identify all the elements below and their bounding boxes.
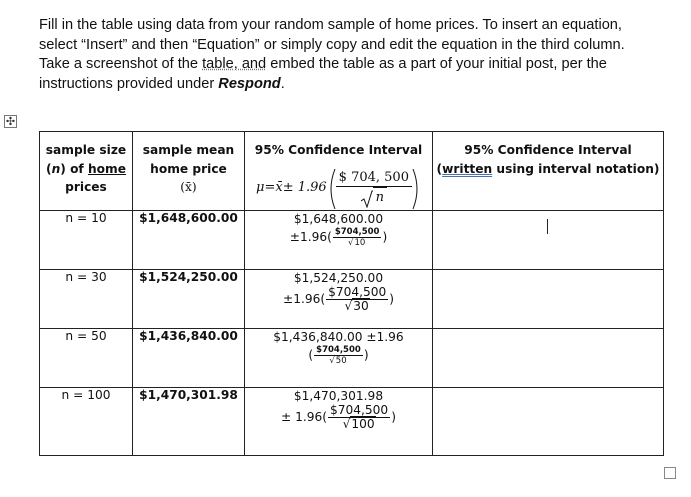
table-resize-handle[interactable] — [664, 467, 676, 479]
table-row — [40, 387, 664, 455]
cell-n[interactable]: n = 10 — [40, 210, 133, 269]
ci-close: ) — [389, 292, 395, 306]
header-ci-sub-rest: using interval notation) — [492, 161, 660, 176]
sqrt-icon: √ — [329, 355, 335, 366]
ci-formula-equation — [245, 168, 432, 210]
header-sample-size[interactable] — [40, 132, 133, 211]
cell-n[interactable]: n = 30 — [40, 269, 133, 328]
header-paren-open: ( — [45, 161, 52, 176]
cell-n[interactable]: n = 100 — [40, 387, 133, 455]
cell-interval[interactable] — [433, 328, 664, 387]
cell-interval[interactable] — [433, 269, 664, 328]
ci-formula-den-n: n — [373, 187, 387, 208]
ci-pm: ±1.96( — [282, 292, 326, 306]
ci-line2 — [308, 345, 368, 366]
header-ci-interval[interactable] — [433, 132, 664, 211]
cell-ci-formula[interactable] — [245, 387, 433, 455]
cell-ci-formula[interactable] — [245, 328, 433, 387]
ci-denominator — [343, 300, 372, 313]
header-of: ) of — [60, 161, 88, 176]
header-sample-mean[interactable] — [133, 132, 245, 211]
sqrt-sign-icon — [361, 190, 373, 208]
ci-fraction — [333, 227, 382, 248]
cell-mean[interactable]: $1,436,840.00 — [133, 328, 245, 387]
header-sample-size-line1: sample size — [45, 143, 127, 157]
header-ci-interval-title: 95% Confidence Interval — [464, 143, 632, 157]
cell-n[interactable]: n = 50 — [40, 328, 133, 387]
cell-mean[interactable]: $1,648,600.00 — [133, 210, 245, 269]
formula-right-paren-icon — [412, 168, 421, 210]
ci-pm: ± 1.96( — [281, 410, 328, 424]
table-header-row — [40, 132, 664, 211]
header-written: written — [442, 161, 493, 176]
instructions-text-1: Fill in the table using data from your random sample of home prices. To insert an equation, select “Insert” and then “Equation” or simply copy and edit the equation in the third column. Take a screenshot of the — [39, 17, 625, 72]
ci-formula-fraction — [336, 169, 412, 208]
ci-fraction — [328, 404, 390, 431]
ci-close: ) — [382, 230, 388, 244]
ci-den-value: 10 — [354, 237, 366, 248]
ci-formula-denominator — [361, 187, 387, 208]
ci-numerator: $704,500 — [330, 402, 389, 417]
table-row — [40, 210, 664, 269]
table-row — [40, 328, 664, 387]
ci-den-value: 100 — [351, 416, 375, 431]
ci-fraction — [314, 345, 363, 366]
header-sample-size-line2 — [40, 160, 132, 179]
ci-line1: $1,648,600.00 — [293, 211, 384, 226]
sqrt-icon: √ — [344, 298, 353, 313]
ci-line2 — [290, 227, 388, 248]
table-row — [40, 269, 664, 328]
instructions-respond: Respond — [218, 75, 281, 92]
cell-ci-formula[interactable] — [245, 210, 433, 269]
ci-den-value: 50 — [335, 355, 347, 366]
header-sample-mean-line3: (x̄) — [180, 180, 197, 194]
ci-numerator: $704,500 — [328, 284, 387, 299]
ci-formula-numerator: $ 704, 500 — [336, 169, 412, 187]
ci-fraction — [326, 286, 388, 313]
cell-interval[interactable] — [433, 210, 664, 269]
ci-line2 — [283, 286, 394, 313]
ci-line1: $1,470,301.98 — [293, 388, 384, 403]
ci-line1: $1,436,840.00 ±1.96 — [273, 329, 404, 344]
instructions-paragraph — [39, 16, 649, 94]
table-move-handle-icon[interactable]: ✣ — [5, 115, 16, 128]
text-cursor — [547, 219, 548, 234]
cell-interval[interactable] — [433, 387, 664, 455]
ci-numerator: $704,500 — [316, 344, 361, 355]
instructions-text-3: . — [280, 75, 285, 92]
ci-denominator — [341, 418, 378, 431]
ci-den-value: 30 — [353, 298, 369, 313]
header-ci-sub-paren: ( — [436, 161, 443, 176]
header-sample-mean-line2: home price — [150, 161, 227, 176]
confidence-interval-table — [39, 131, 664, 456]
header-sample-mean-line1: sample mean — [142, 143, 235, 157]
ci-numerator: $704,500 — [334, 226, 380, 237]
ci-formula-prefix: μ=x̄± 1.96 — [256, 180, 327, 196]
sqrt-icon: √ — [342, 416, 351, 431]
header-ci-interval-sub — [433, 160, 663, 179]
ci-denominator — [346, 238, 368, 248]
header-n-symbol: n — [51, 161, 61, 176]
cell-mean[interactable]: $1,524,250.00 — [133, 269, 245, 328]
ci-close: ) — [391, 410, 396, 424]
ci-pm: ±1.96( — [289, 230, 332, 244]
ci-pm: ( — [308, 348, 314, 362]
instructions-text-2: embed the table as a part of your initial post, per the instructions provided under — [39, 56, 607, 92]
ci-line2 — [281, 404, 396, 431]
formula-left-paren-icon — [327, 168, 336, 210]
header-ci-title: 95% Confidence Interval — [254, 143, 423, 157]
cell-ci-formula[interactable] — [245, 269, 433, 328]
cell-mean[interactable]: $1,470,301.98 — [133, 387, 245, 455]
header-ci-formula[interactable] — [245, 132, 433, 211]
instructions-link-table: table, and — [202, 56, 267, 72]
ci-denominator — [327, 356, 349, 366]
ci-close: ) — [363, 348, 369, 362]
sqrt-icon: √ — [348, 237, 354, 248]
header-sample-size-line3: prices — [65, 180, 107, 194]
ci-line1: $1,524,250.00 — [293, 270, 384, 285]
header-home: home — [87, 161, 126, 176]
